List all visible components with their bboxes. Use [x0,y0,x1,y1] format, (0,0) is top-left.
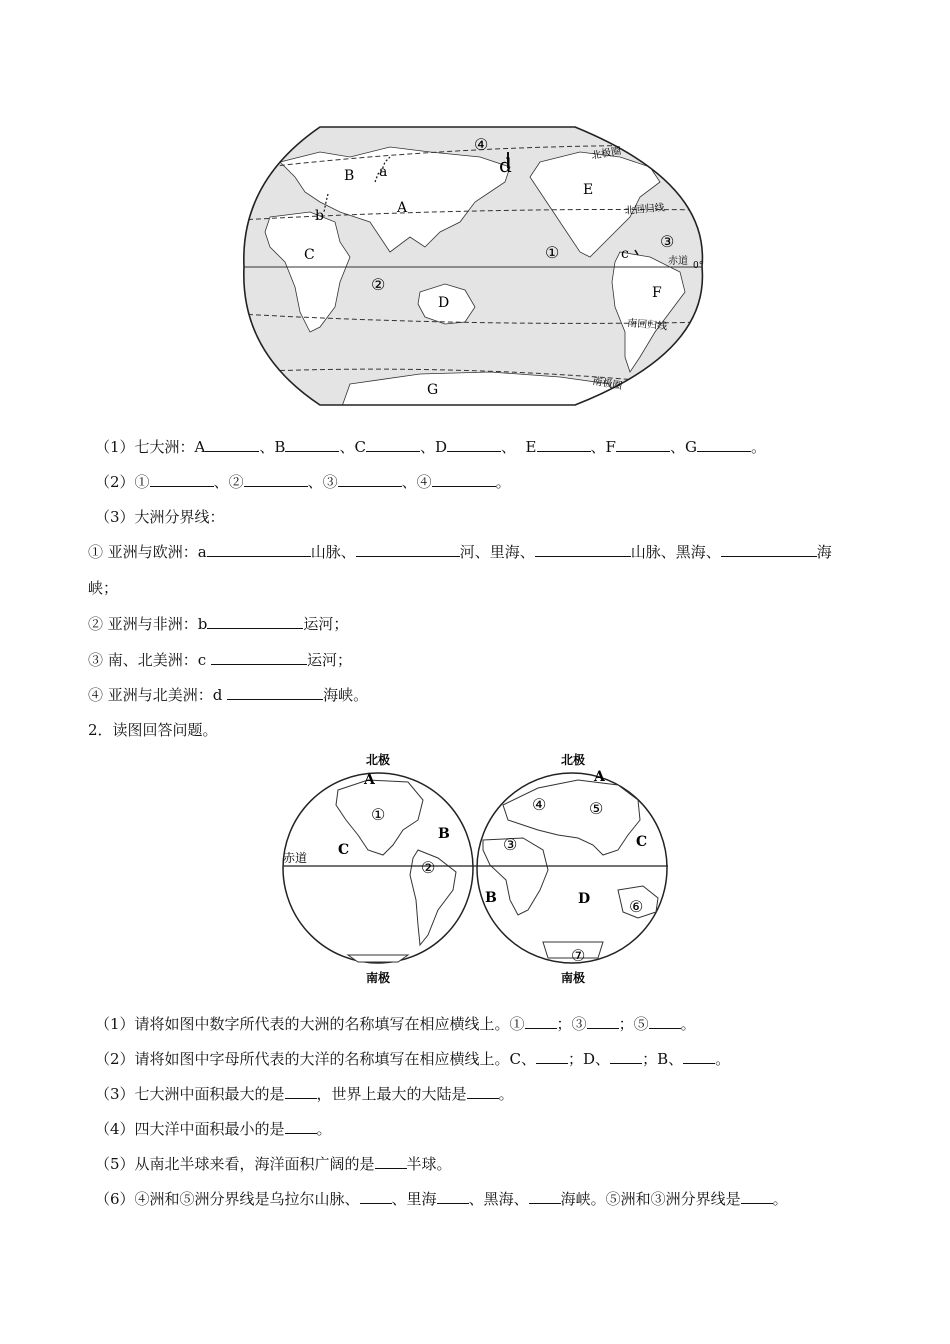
west-letter-B: B [438,826,450,842]
q2-s4: （4）四大洋中面积最小的是 。 [95,1120,332,1138]
map1-boundary-b: b [315,208,324,224]
east-letter-B: B [485,890,497,906]
blank-G[interactable] [697,437,751,452]
east-number-7: ⑦ [571,946,586,965]
east-letter-A: A [594,769,605,785]
blank-E[interactable] [537,437,591,452]
map1-tropic-cancer-label: 北回归线 [624,202,666,217]
map1-label-G: G [427,382,439,398]
world-map [240,122,710,412]
blank-q2-6-2[interactable] [437,1189,469,1204]
q1-item1: （1）七大洲：A 、B 、C 、D 、 E 、F 、G 。 [95,438,766,456]
q2-s6: （6）④洲和⑤洲分界线是乌拉尔山脉、 、里海 、黑海、 海峡。⑤洲和③洲分界线是 。 [95,1190,788,1208]
blank-a2[interactable] [356,542,460,557]
q1-boundary-2: ② 亚洲与非洲：b 运河； [88,615,349,633]
east-south-pole-label: 南极 [561,971,586,985]
q2-s2: （2）请将如图中字母所代表的大洋的名称填写在相应横线上。C、 ；D、 ；B、 。 [95,1050,731,1068]
blank-q2-5[interactable] [375,1154,407,1169]
blank-q2-6-3[interactable] [529,1189,561,1204]
q1-boundary-3: ③ 南、北美洲：c 运河； [88,651,352,669]
q1-boundary-4: ④ 亚洲与北美洲：d 海峡。 [88,686,369,704]
blank-D[interactable] [447,437,501,452]
map1-boundary-c: c [621,246,629,262]
blank-q2-3-1[interactable] [285,1084,317,1099]
west-land-antarctica [348,955,408,962]
blank-q2-6-4[interactable] [741,1189,773,1204]
west-south-pole-label: 南极 [366,971,391,985]
map1-ocean-2: ② [371,275,386,294]
q2-s1: （1）请将如图中数字所代表的大洲的名称填写在相应横线上。① ；③ ；⑤ 。 [95,1015,696,1033]
q2-s5: （5）从南北半球来看，海洋面积广阔的是 半球。 [95,1155,452,1173]
blank-q2-4[interactable] [285,1119,317,1134]
west-letter-A: A [364,772,375,788]
map1-equator-label: 赤道 [668,256,688,267]
equator-label: 赤道 [283,851,308,865]
q1-item3-title: （3）大洲分界线： [95,508,225,526]
map1-label-D: D [438,295,450,311]
blank-q2-1-1[interactable] [525,1014,557,1029]
map1-label-E: E [583,182,594,198]
map1-antarctic-label: 南极圈 [591,376,623,393]
map1-ocean-1: ① [545,243,560,262]
blank-a4[interactable] [721,542,817,557]
east-number-6: ⑥ [629,897,644,916]
blank-a3[interactable] [535,542,631,557]
map1-boundary-d: d [499,153,512,177]
blank-q2-2-C[interactable] [536,1049,568,1064]
east-letter-D: D [578,891,591,907]
q2-heading: 2．读图回答问题。 [88,721,218,739]
map1-boundary-a: a [379,164,388,180]
blank-ocean-1[interactable] [150,472,214,487]
map1-ocean-3: ③ [660,232,675,251]
blank-ocean-4[interactable] [432,472,496,487]
blank-b[interactable] [207,614,303,629]
west-letter-C: C [338,842,350,858]
map1-label-B: B [344,168,355,184]
west-north-pole-label: 北极 [366,753,391,767]
blank-q2-3-2[interactable] [467,1084,499,1099]
hemisphere-map [278,750,678,990]
blank-a1[interactable] [207,542,311,557]
blank-q2-2-D[interactable] [610,1049,642,1064]
east-number-4: ④ [532,795,547,814]
q1-boundary-1-cont: 峡； [88,579,119,597]
blank-q2-1-5[interactable] [649,1014,681,1029]
q1-item2: （2）① 、② 、③ 、④ 。 [95,473,511,491]
blank-q2-6-1[interactable] [360,1189,392,1204]
blank-F[interactable] [616,437,670,452]
blank-A[interactable] [205,437,259,452]
q2-s3: （3）七大洲中面积最大的是 ，世界上最大的大陆是 。 [95,1085,514,1103]
map1-arctic-label: 北极圈 [590,145,623,162]
blank-ocean-2[interactable] [244,472,308,487]
blank-q2-1-3[interactable] [587,1014,619,1029]
map1-label-F: F [652,285,662,301]
east-number-3: ③ [503,835,518,854]
blank-C[interactable] [366,437,420,452]
west-number-1: ① [371,805,386,824]
blank-d[interactable] [227,685,323,700]
map1-tropic-capricorn-label: 南回归线 [626,318,668,333]
q1-boundary-1: ① 亚洲与欧洲：a 山脉、 河、里海、 山脉、黑海、 海 [88,543,832,561]
blank-B[interactable] [285,437,339,452]
map1-label-A: A [397,200,408,216]
blank-q2-2-B[interactable] [683,1049,715,1064]
east-number-5: ⑤ [589,799,604,818]
west-number-2: ② [421,858,436,877]
map1-zero-label: 0° [693,261,704,271]
map1-label-C: C [304,247,315,263]
east-north-pole-label: 北极 [561,753,586,767]
blank-c[interactable] [211,650,307,665]
blank-ocean-3[interactable] [338,472,402,487]
map1-ocean-4: ④ [474,135,489,154]
east-letter-C: C [636,834,648,850]
